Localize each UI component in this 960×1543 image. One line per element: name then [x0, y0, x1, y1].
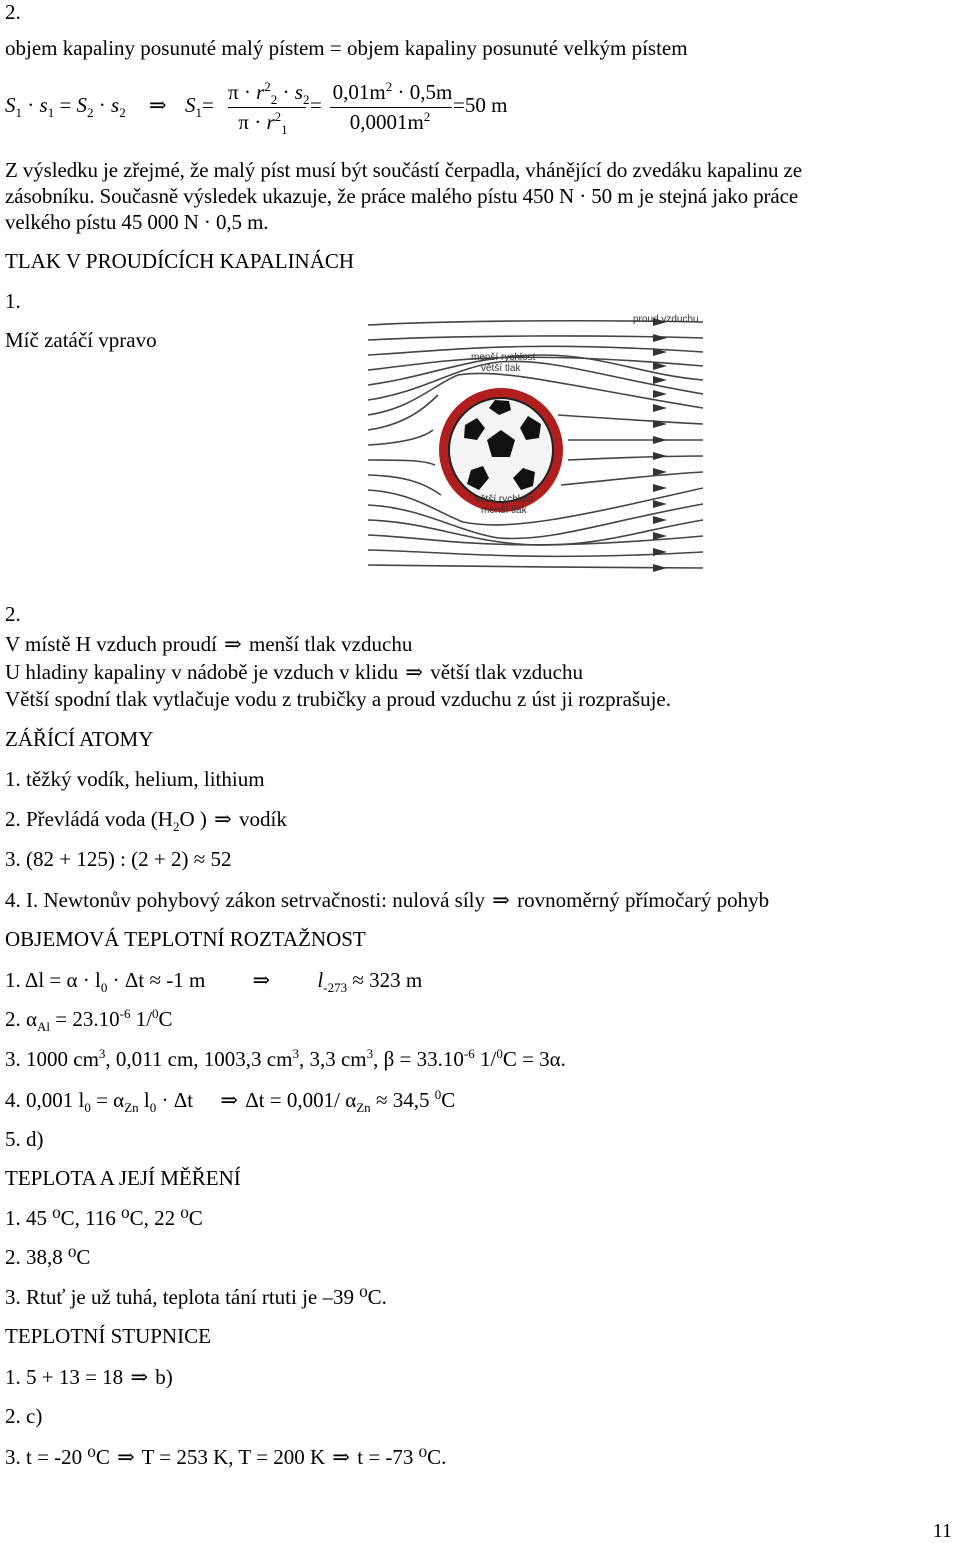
label-top-pressure: větší tlak — [481, 363, 521, 374]
conclusion-line-3: velkého pístu 45 000 N · 0,5 m. — [5, 210, 269, 234]
fraction-bar-symbolic — [228, 107, 306, 108]
fraction-bar-values — [330, 107, 452, 108]
fraction-numerator-values: $0,01m^2 \cdot 0,5m$ — [332, 79, 453, 104]
section-heading-pressure: TLAK V PROUDÍCÍCH KAPALINÁCH — [5, 249, 355, 273]
temperature-answer-2: 2. 38,8 ⁰C — [5, 1245, 91, 1269]
atoms-answer-4: 4. I. Newtonův pohybový zákon setrvačnosti: nulová síly ⇒ rovnoměrný přímočarý pohyb — [5, 888, 770, 912]
conclusion-line-1: Z výsledku je zřejmé, že malý píst musí být součástí čerpadla, vhánějící do zvedáku kapalinu ze — [5, 158, 802, 182]
atoms-answer-2: 2. Převládá voda ($H_2O$ ) ⇒ vodík — [5, 807, 287, 835]
conclusion-line-2: zásobníku. Současně výsledek ukazuje, že práce malého pístu 450 N · 50 m je stejná jako práce — [5, 184, 799, 208]
label-top-speed: menší rychlost — [471, 352, 536, 363]
expansion-answer-1: 1. $\Delta l = \alpha \cdot l_0 \cdot \Delta t \approx -1$ m ⇒ $l_{-273} \approx 323$ m — [5, 968, 423, 996]
formula-result: =50 m — [453, 93, 508, 117]
atomizer-line-2: U hladiny kapaliny v nádobě je vzduch v klidu ⇒ větší tlak vzduchu — [5, 660, 583, 684]
section-heading-expansion: OBJEMOVÁ TEPLOTNÍ ROZTAŽNOST — [5, 927, 366, 951]
fraction-denominator-symbolic: $\pi \cdot r^2_1$ — [238, 109, 288, 138]
implies-arrow: ⇒ — [148, 93, 167, 117]
section-heading-scales: TEPLOTNÍ STUPNICE — [5, 1324, 211, 1348]
airflow-ball-figure — [363, 300, 708, 585]
expansion-answer-3: 3. 1000 $cm^3$, 0,011 cm, 1003,3 $cm^3$, 3,3 $cm^3$, $\beta = 33.10^{-6}$ 1/$^0$C = 3α. — [5, 1046, 566, 1071]
flow-direction-arrows — [653, 318, 667, 572]
scales-answer-3: 3. t = -20 ⁰C ⇒ T = 253 K, T = 200 K ⇒ t = -73 ⁰C. — [5, 1445, 447, 1469]
equals-sign: = — [310, 93, 322, 117]
formula-S1: $S_1=$ — [185, 93, 214, 121]
piston-statement: objem kapaliny posunuté malý pístem = objem kapaliny posunuté velkým pístem — [5, 36, 688, 60]
symbol-S1: S — [5, 93, 16, 117]
implies-arrow: ⇒ — [405, 660, 423, 684]
implies-arrow: ⇒ — [220, 1088, 238, 1112]
expansion-answer-4: 4. 0,001 $l_0 = \alpha_{Zn}$ $l_0 \cdot \Delta t$ ⇒ Δt = 0,001/ $\alpha_{Zn} \approx 34,5$ $^0$C — [5, 1087, 456, 1116]
implies-arrow: ⇒ — [492, 888, 510, 912]
atomizer-line-1: V místě H vzduch proudí ⇒ menší tlak vzduchu — [5, 632, 413, 656]
item-2-heading: 2. — [5, 0, 21, 24]
atoms-answer-1: 1. těžký vodík, helium, lithium — [5, 767, 265, 791]
implies-arrow: ⇒ — [252, 968, 271, 992]
scales-answer-1: 1. 5 + 13 = 18 ⇒ b) — [5, 1365, 173, 1389]
implies-arrow: ⇒ — [130, 1365, 149, 1389]
scales-answer-2: 2. c) — [5, 1404, 43, 1428]
implies-arrow: ⇒ — [117, 1445, 135, 1469]
fraction-denominator-values: $0,0001m^2$ — [349, 109, 431, 134]
atomizer-line-3: Větší spodní tlak vytlačuje vodu z trubičky a proud vzduchu z úst ji rozprašuje. — [5, 687, 672, 711]
formula-left: $S_1 \cdot s_1 = S_2 \cdot s_2$ ⇒ — [5, 93, 167, 121]
fraction-numerator-symbolic: $\pi \cdot r^2_2 \cdot s_2$ — [228, 79, 310, 108]
page-number: 11 — [932, 1520, 952, 1542]
implies-arrow: ⇒ — [224, 632, 242, 656]
label-air-flow: proud vzduchu — [633, 314, 699, 325]
label-bottom-pressure: menší tlak — [481, 505, 527, 516]
section-heading-temperature: TEPLOTA A JEJÍ MĚŘENÍ — [5, 1166, 241, 1190]
pressure-item-1: 1. — [5, 289, 21, 313]
expansion-answer-5: 5. d) — [5, 1127, 44, 1151]
pressure-item-2: 2. — [5, 602, 21, 626]
implies-arrow: ⇒ — [332, 1445, 350, 1469]
implies-arrow: ⇒ — [214, 807, 232, 831]
expansion-answer-2: 2. $\alpha_{Al} = 23.10^{-6}$ 1/$^0$C — [5, 1006, 173, 1035]
atoms-answer-3: 3. (82 + 125) : (2 + 2) ≈ 52 — [5, 847, 232, 871]
temperature-answer-1: 1. 45 ⁰C, 116 ⁰C, 22 ⁰C — [5, 1206, 203, 1230]
temperature-answer-3: 3. Rtuť je už tuhá, teplota tání rtuti je –39 ⁰C. — [5, 1285, 387, 1309]
label-bottom-speed: větší rychlost — [475, 494, 534, 505]
ball-answer: Míč zatáčí vpravo — [5, 328, 157, 352]
section-heading-atoms: ZÁŘÍCÍ ATOMY — [5, 727, 154, 751]
